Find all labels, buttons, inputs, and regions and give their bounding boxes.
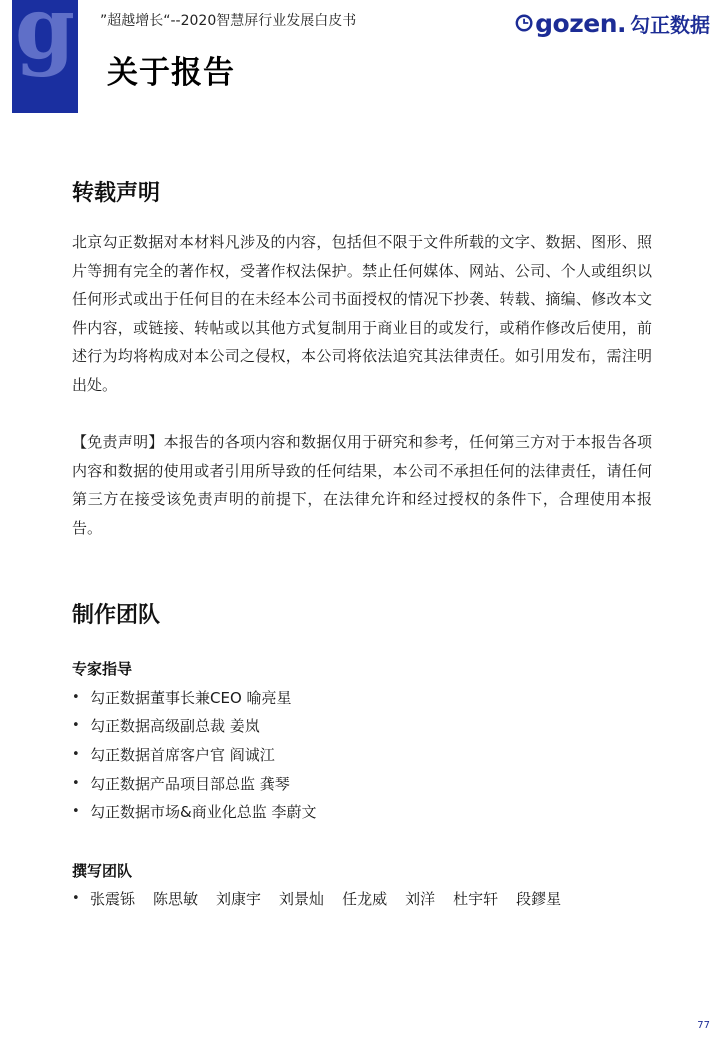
list-item — [72, 683, 316, 712]
writer-name: 张震铄 — [90, 889, 136, 908]
reprint-heading: 转载声明 — [72, 181, 161, 206]
writer-name: 陈思敏 — [153, 889, 199, 908]
page-title: 关于报告 — [107, 55, 235, 91]
list-item — [72, 712, 316, 741]
experts-heading: 专家指导 — [72, 660, 133, 678]
writer-name: 杜宇轩 — [453, 889, 499, 908]
writer-names — [90, 888, 561, 909]
list-item — [72, 884, 561, 913]
brand-letter: g — [14, 0, 76, 79]
page-number: 77 — [697, 1020, 710, 1031]
list-item — [72, 797, 316, 826]
brand-tile — [12, 0, 78, 113]
expert-entry: 勾正数据高级副总裁 姜岚 — [90, 717, 260, 736]
expert-entry: 勾正数据董事长兼CEO 喻亮星 — [90, 688, 292, 707]
expert-entry: 勾正数据首席客户官 阎诚江 — [90, 745, 275, 764]
logo-chinese-name: 勾正数据 — [630, 12, 710, 37]
bullet-icon: • — [72, 890, 80, 906]
expert-entry: 勾正数据市场&商业化总监 李蔚文 — [90, 803, 317, 822]
bullet-icon: • — [72, 775, 80, 791]
writer-name: 刘康宇 — [216, 889, 262, 908]
bullet-icon: • — [72, 718, 80, 734]
bullet-icon: • — [72, 746, 80, 762]
bullet-icon: • — [72, 804, 80, 820]
list-item — [72, 740, 316, 769]
expert-entry: 勾正数据产品项目部总监 龚琴 — [90, 774, 290, 793]
writer-name: 刘洋 — [405, 889, 436, 908]
writers-list — [72, 884, 561, 913]
disclaimer-paragraph: 【免责声明】本报告的各项内容和数据仅用于研究和参考，任何第三方对于本报告各项内容和数据的使用或者引用所导致的任何结果，本公司不承担任何的法律责任，请任何第三方在接受该免责声明的前提下，在法律允许和经过授权的条件下，合理使用本报告。 — [72, 433, 652, 537]
reprint-paragraph: 北京勾正数据对本材料凡涉及的内容，包括但不限于文件所载的文字、数据、图形、照片等拥有完全的著作权，受著作权法保护。禁止任何媒体、网站、公司、个人或组织以任何形式或出于任何目的在未经本公司书面授权的情况下抄袭、转载、摘编、修改本文件内容，或链接、转帖或以其他方式复制用于商业目的或发行，或稍作修改后使用，前述行为均将构成对本公司之侵权，本公司将依法追究其法律责任。如引用发布，需注明出处。 — [72, 233, 652, 394]
writer-name: 刘景灿 — [279, 889, 325, 908]
gozen-logo — [515, 4, 710, 42]
team-heading: 制作团队 — [72, 603, 161, 628]
writer-name: 任龙威 — [342, 889, 388, 908]
writers-heading: 撰写团队 — [72, 862, 133, 880]
writer-name: 段鏐星 — [516, 889, 562, 908]
logo-wordmark: gozen. — [535, 8, 626, 38]
globe-icon — [515, 8, 533, 38]
list-item — [72, 769, 316, 798]
experts-list — [72, 683, 316, 826]
report-subtitle: ”超越增长“--2020智慧屏行业发展白皮书 — [100, 13, 357, 29]
bullet-icon: • — [72, 689, 80, 705]
